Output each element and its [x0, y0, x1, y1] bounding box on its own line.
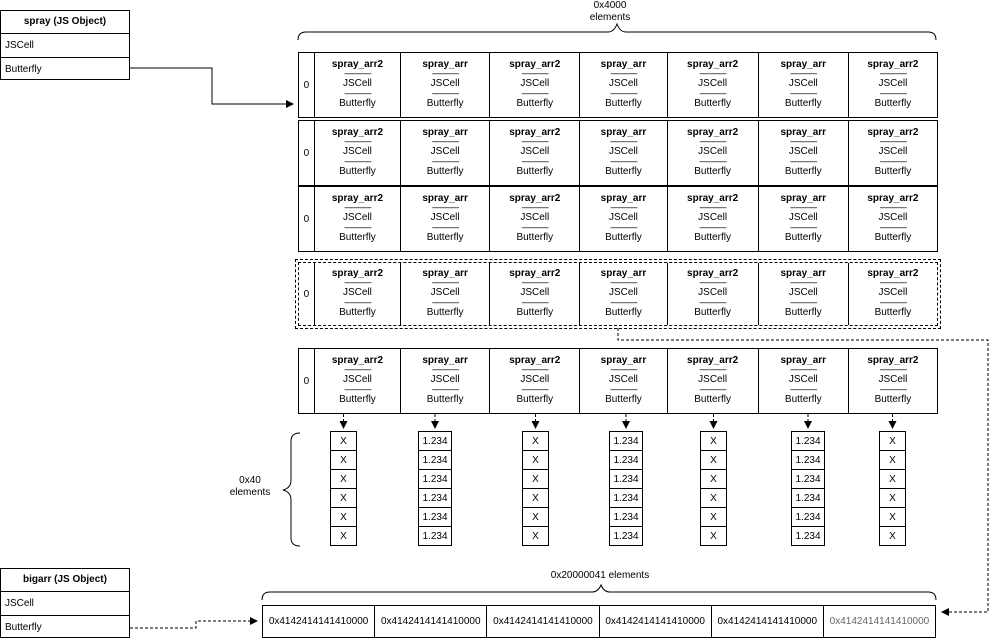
- side-count-value: 0x40: [239, 475, 261, 486]
- top-count-unit: elements: [589, 12, 631, 23]
- divider: ----------------: [521, 89, 549, 98]
- divider: ----------------: [610, 385, 637, 394]
- spray-cell-jscell: JSCell: [698, 212, 728, 223]
- spray-cell-jscell: JSCell: [788, 287, 818, 298]
- divider: ----------------: [789, 385, 817, 394]
- spray-cell-jscell: JSCell: [878, 212, 908, 223]
- spray-cell-title: spray_arr2: [687, 355, 739, 366]
- spray-cell-butterfly: Butterfly: [426, 394, 464, 405]
- divider: ----------------: [699, 223, 726, 232]
- butterfly-element: X: [522, 450, 549, 470]
- spray-cell-title: spray_arr: [600, 193, 647, 204]
- spray-cell-title: spray_arr2: [331, 59, 384, 70]
- divider: ----------------: [521, 278, 549, 287]
- butterfly-element: 1.234: [418, 526, 452, 546]
- divider: ----------------: [789, 89, 817, 98]
- butterfly-element: X: [700, 526, 727, 546]
- bigarr-jscell: JSCell: [1, 592, 129, 616]
- divider: ----------------: [344, 89, 371, 98]
- spray-cell-title: spray_arr2: [687, 127, 739, 138]
- divider: ----------------: [879, 157, 907, 166]
- spray-cell-jscell: JSCell: [878, 78, 908, 89]
- divider: ----------------: [521, 203, 549, 212]
- divider: ----------------: [879, 69, 907, 78]
- divider: ----------------: [610, 365, 637, 374]
- spray-cell-jscell: JSCell: [698, 146, 728, 157]
- spray-cell-butterfly: Butterfly: [339, 232, 376, 243]
- divider: ----------------: [699, 89, 726, 98]
- butterfly-element: 1.234: [609, 450, 643, 470]
- spray-cell-jscell: JSCell: [609, 78, 638, 89]
- spray-cell-title: spray_arr: [780, 127, 827, 138]
- butterfly-element: X: [522, 507, 549, 527]
- spray-cell-butterfly: Butterfly: [605, 166, 642, 177]
- butterfly-element: 1.234: [791, 431, 825, 451]
- butterfly-element: X: [700, 469, 727, 489]
- divider: ----------------: [879, 203, 907, 212]
- divider: ----------------: [344, 278, 371, 287]
- butterfly-element: 1.234: [791, 469, 825, 489]
- divider: ----------------: [879, 385, 907, 394]
- spray-cell-butterfly: Butterfly: [605, 232, 642, 243]
- divider: ----------------: [789, 278, 817, 287]
- bigarr-brace: [262, 585, 936, 600]
- butterfly-element: X: [522, 469, 549, 489]
- spray-cell-title: spray_arr: [422, 127, 468, 138]
- spray-cell-jscell: JSCell: [788, 78, 818, 89]
- spray-cell-butterfly: Butterfly: [694, 166, 731, 177]
- row-index: 0: [299, 187, 315, 251]
- divider: ----------------: [344, 298, 371, 307]
- divider: ----------------: [879, 278, 907, 287]
- butterfly-element: 1.234: [418, 431, 452, 451]
- spray-cell-title: spray_arr: [422, 355, 468, 366]
- butterfly-element: X: [522, 488, 549, 508]
- butterfly-element: X: [330, 488, 357, 508]
- spray-cell-jscell: JSCell: [609, 374, 638, 385]
- divider: ----------------: [789, 137, 817, 146]
- butterfly-element: X: [330, 450, 357, 470]
- bigarr-element: 0x4142414141410000: [375, 606, 487, 637]
- butterfly-element: 1.234: [609, 488, 643, 508]
- divider: ----------------: [431, 298, 459, 307]
- spray-object-title: spray (JS Object): [1, 11, 129, 34]
- spray-cell-title: spray_arr2: [867, 127, 919, 138]
- spray-cell-jscell: JSCell: [788, 212, 818, 223]
- butterfly-element: X: [522, 431, 549, 451]
- spray-cell-title: spray_arr2: [331, 268, 384, 279]
- spray-cell-butterfly: Butterfly: [426, 98, 464, 109]
- spray-cell-butterfly: Butterfly: [605, 98, 642, 109]
- butterfly-element: X: [700, 431, 727, 451]
- spray-butterfly: Butterfly: [5, 64, 42, 75]
- spray-cell-jscell: JSCell: [878, 146, 908, 157]
- butterfly-element: 1.234: [609, 431, 643, 451]
- spray-cell-butterfly: Butterfly: [516, 232, 554, 243]
- divider: ----------------: [610, 157, 637, 166]
- butterfly-element: 1.234: [418, 507, 452, 527]
- spray-cell-butterfly: Butterfly: [694, 232, 731, 243]
- bigarr-element: 0x4142414141410000: [263, 606, 375, 637]
- spray-cell-butterfly: Butterfly: [605, 394, 642, 405]
- divider: ----------------: [699, 278, 726, 287]
- divider: ----------------: [789, 365, 817, 374]
- bigarr-arrow: [130, 621, 257, 628]
- spray-cell-title: spray_arr2: [687, 268, 739, 279]
- spray-cell-jscell: JSCell: [878, 287, 908, 298]
- divider: ----------------: [610, 203, 637, 212]
- spray-cell-title: spray_arr2: [867, 193, 919, 204]
- spray-cell-title: spray_arr2: [509, 355, 561, 366]
- spray-cell-jscell: JSCell: [343, 146, 372, 157]
- side-brace: [283, 433, 300, 546]
- spray-cell-jscell: JSCell: [609, 287, 638, 298]
- divider: ----------------: [610, 298, 637, 307]
- spray-cell-butterfly: Butterfly: [516, 166, 554, 177]
- spray-cell-title: spray_arr2: [867, 355, 919, 366]
- row4-to-bigarr-connector: [618, 328, 988, 612]
- spray-cell-jscell: JSCell: [520, 212, 550, 223]
- spray-cell-jscell: JSCell: [698, 287, 728, 298]
- spray-cell-butterfly: Butterfly: [339, 166, 376, 177]
- spray-cell-title: spray_arr2: [509, 127, 561, 138]
- spray-cell-title: spray_arr: [422, 59, 468, 70]
- spray-cell-jscell: JSCell: [343, 212, 372, 223]
- spray-cell-butterfly: Butterfly: [784, 307, 822, 318]
- spray-cell-jscell: JSCell: [343, 287, 372, 298]
- spray-cell-butterfly: Butterfly: [874, 166, 912, 177]
- spray-cell-butterfly: Butterfly: [426, 307, 464, 318]
- divider: ----------------: [789, 157, 817, 166]
- butterfly-element: X: [879, 507, 906, 527]
- butterfly-element: X: [879, 431, 906, 451]
- spray-cell-title: spray_arr2: [331, 193, 384, 204]
- spray-cell-jscell: JSCell: [698, 78, 728, 89]
- spray-cell-title: spray_arr: [780, 355, 827, 366]
- divider: ----------------: [879, 89, 907, 98]
- divider: ----------------: [431, 137, 459, 146]
- butterfly-element: 1.234: [418, 450, 452, 470]
- spray-cell-jscell: JSCell: [343, 78, 372, 89]
- spray-cell-jscell: JSCell: [430, 374, 460, 385]
- spray-cell-butterfly: Butterfly: [516, 98, 554, 109]
- butterfly-element: 1.234: [418, 488, 452, 508]
- spray-cell-jscell: JSCell: [343, 374, 372, 385]
- divider: ----------------: [699, 365, 726, 374]
- spray-cell-butterfly: Butterfly: [784, 98, 822, 109]
- divider: ----------------: [610, 137, 637, 146]
- spray-cell-jscell: JSCell: [788, 374, 818, 385]
- row-index: 0: [299, 121, 315, 185]
- spray-cell-title: spray_arr: [422, 268, 468, 279]
- spray-cell-jscell: JSCell: [520, 78, 550, 89]
- butterfly-element: 1.234: [609, 507, 643, 527]
- divider: ----------------: [879, 223, 907, 232]
- spray-cell-jscell: JSCell: [520, 146, 550, 157]
- spray-cell-title: spray_arr: [600, 59, 647, 70]
- divider: ----------------: [431, 223, 459, 232]
- spray-cell-jscell: JSCell: [520, 287, 550, 298]
- divider: ----------------: [521, 69, 549, 78]
- spray-cell-butterfly: Butterfly: [874, 307, 912, 318]
- divider: ----------------: [699, 385, 726, 394]
- spray-cell-title: spray_arr2: [867, 268, 919, 279]
- spray-cell-butterfly: Butterfly: [339, 307, 376, 318]
- divider: ----------------: [521, 298, 549, 307]
- divider: ----------------: [344, 223, 371, 232]
- divider: ----------------: [344, 365, 371, 374]
- divider: ----------------: [344, 137, 371, 146]
- divider: ----------------: [431, 203, 459, 212]
- divider: ----------------: [699, 157, 726, 166]
- butterfly-element: 1.234: [418, 469, 452, 489]
- spray-cell-jscell: JSCell: [788, 146, 818, 157]
- divider: ----------------: [879, 298, 907, 307]
- spray-cell-title: spray_arr: [600, 127, 647, 138]
- divider: ----------------: [789, 203, 817, 212]
- divider: ----------------: [344, 385, 371, 394]
- spray-cell-butterfly: Butterfly: [784, 394, 822, 405]
- bigarr-element: 0x4142414141410000: [600, 606, 712, 637]
- butterfly-element: 1.234: [609, 526, 643, 546]
- spray-cell-jscell: JSCell: [609, 212, 638, 223]
- row-index: 0: [299, 263, 315, 325]
- spray-cell-jscell: JSCell: [878, 374, 908, 385]
- bigarr-element: 0x4142414141410000: [487, 606, 599, 637]
- divider: ----------------: [521, 385, 549, 394]
- spray-cell-title: spray_arr2: [867, 59, 919, 70]
- bigarr-count-label: 0x20000041 elements: [550, 570, 650, 581]
- spray-cell-butterfly: Butterfly: [784, 232, 822, 243]
- spray-cell-butterfly: Butterfly: [694, 394, 731, 405]
- butterfly-element: 1.234: [791, 507, 825, 527]
- butterfly-element: X: [330, 431, 357, 451]
- divider: ----------------: [610, 69, 637, 78]
- spray-cell-butterfly: Butterfly: [426, 232, 464, 243]
- divider: ----------------: [610, 89, 637, 98]
- top-count-value: 0x4000: [593, 0, 627, 11]
- divider: ----------------: [699, 137, 726, 146]
- spray-cell-title: spray_arr2: [509, 59, 561, 70]
- butterfly-element: X: [700, 488, 727, 508]
- divider: ----------------: [344, 157, 371, 166]
- divider: ----------------: [789, 223, 817, 232]
- divider: ----------------: [431, 365, 459, 374]
- divider: ----------------: [521, 365, 549, 374]
- butterfly-element: X: [879, 526, 906, 546]
- spray-cell-butterfly: Butterfly: [605, 307, 642, 318]
- spray-cell-title: spray_arr: [422, 193, 468, 204]
- divider: ----------------: [431, 69, 459, 78]
- row-index: 0: [299, 349, 315, 413]
- spray-cell-title: spray_arr: [780, 59, 827, 70]
- spray-cell-butterfly: Butterfly: [874, 232, 912, 243]
- top-brace: [298, 24, 936, 40]
- butterfly-element: 1.234: [791, 526, 825, 546]
- spray-cell-butterfly: Butterfly: [694, 307, 731, 318]
- divider: ----------------: [431, 278, 459, 287]
- spray-cell-butterfly: Butterfly: [874, 394, 912, 405]
- spray-cell-title: spray_arr2: [331, 355, 384, 366]
- divider: ----------------: [521, 137, 549, 146]
- spray-cell-title: spray_arr: [780, 268, 827, 279]
- spray-cell-butterfly: Butterfly: [339, 394, 376, 405]
- divider: ----------------: [610, 278, 637, 287]
- butterfly-element: X: [330, 507, 357, 527]
- bigarr-butterfly: Butterfly: [5, 622, 42, 633]
- spray-cell-title: spray_arr: [780, 193, 827, 204]
- spray-arrow: [130, 68, 293, 104]
- spray-cell-butterfly: Butterfly: [516, 394, 554, 405]
- spray-cell-title: spray_arr2: [331, 127, 384, 138]
- butterfly-element: X: [879, 450, 906, 470]
- butterfly-element: X: [522, 526, 549, 546]
- divider: ----------------: [431, 157, 459, 166]
- divider: ----------------: [344, 203, 371, 212]
- spray-cell-title: spray_arr: [600, 355, 647, 366]
- bigarr-element: 0x4142414141410000: [829, 616, 930, 627]
- butterfly-element: X: [879, 488, 906, 508]
- spray-cell-title: spray_arr2: [509, 268, 561, 279]
- spray-cell-butterfly: Butterfly: [426, 166, 464, 177]
- spray-jscell: JSCell: [1, 34, 129, 58]
- divider: ----------------: [879, 137, 907, 146]
- divider: ----------------: [610, 223, 637, 232]
- butterfly-element: X: [700, 507, 727, 527]
- spray-cell-butterfly: Butterfly: [516, 307, 554, 318]
- spray-cell-butterfly: Butterfly: [784, 166, 822, 177]
- butterfly-element: 1.234: [791, 450, 825, 470]
- butterfly-element: X: [879, 469, 906, 489]
- butterfly-element: 1.234: [609, 469, 643, 489]
- spray-cell-jscell: JSCell: [430, 212, 460, 223]
- spray-cell-jscell: JSCell: [698, 374, 728, 385]
- spray-cell-title: spray_arr2: [509, 193, 561, 204]
- bigarr-object-title: bigarr (JS Object): [1, 569, 129, 592]
- divider: ----------------: [521, 223, 549, 232]
- divider: ----------------: [431, 89, 459, 98]
- divider: ----------------: [879, 365, 907, 374]
- row-index: 0: [299, 53, 315, 117]
- divider: ----------------: [431, 385, 459, 394]
- butterfly-element: 1.234: [791, 488, 825, 508]
- spray-cell-jscell: JSCell: [609, 146, 638, 157]
- divider: ----------------: [699, 203, 726, 212]
- divider: ----------------: [521, 157, 549, 166]
- divider: ----------------: [344, 69, 371, 78]
- spray-cell-title: spray_arr2: [687, 193, 739, 204]
- spray-cell-butterfly: Butterfly: [339, 98, 376, 109]
- spray-cell-butterfly: Butterfly: [874, 98, 912, 109]
- butterfly-element: X: [700, 450, 727, 470]
- divider: ----------------: [789, 298, 817, 307]
- spray-cell-jscell: JSCell: [520, 374, 550, 385]
- divider: ----------------: [699, 69, 726, 78]
- divider: ----------------: [789, 69, 817, 78]
- divider: ----------------: [699, 298, 726, 307]
- spray-cell-title: spray_arr: [600, 268, 647, 279]
- spray-cell-butterfly: Butterfly: [694, 98, 731, 109]
- bigarr-element: 0x4142414141410000: [712, 606, 824, 637]
- butterfly-element: X: [330, 469, 357, 489]
- spray-cell-jscell: JSCell: [430, 287, 460, 298]
- spray-cell-jscell: JSCell: [430, 78, 460, 89]
- side-count-unit: elements: [229, 487, 271, 498]
- spray-cell-title: spray_arr2: [687, 59, 739, 70]
- spray-cell-jscell: JSCell: [430, 146, 460, 157]
- butterfly-element: X: [330, 526, 357, 546]
